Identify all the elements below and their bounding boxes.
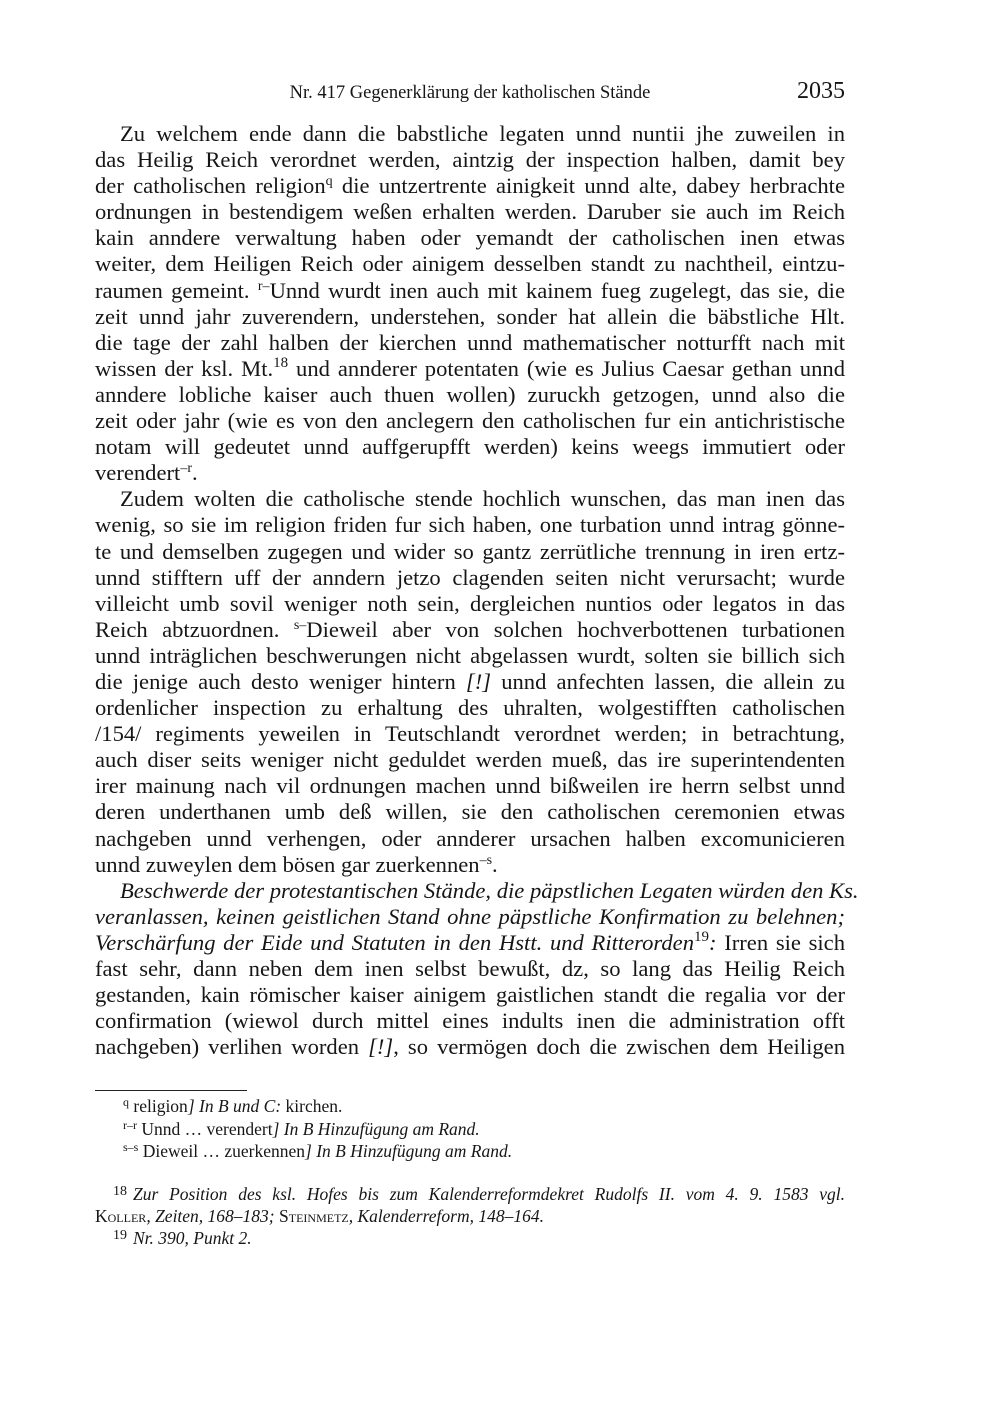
text-line: Zudem wolten die catholische stende hochlich wunschen, das man inen das [120,486,845,512]
text-line: wenig, so sie im religion friden fur sich haben, one turbation unnd intrag gönne- [95,512,845,538]
critical-apparatus [95,1095,845,1163]
footnote-19: $^{19}$ Nr. 390, Punkt 2. [113,1228,252,1248]
text-line: unnd stifftern uff der anndern jetzo clagenden seiten nicht verursacht; wurde [95,564,845,590]
text-line: zeit oder jahr (wie es von den anclegern den catholischen fur ein antichristische [95,408,845,434]
running-header [95,76,845,112]
text-line: ordenlicher inspection zu erhaltung des uhralten, wolgestifften catholischen [95,695,845,721]
text-line: gestanden, kain römischer kaiser ainigem gaistlichen standt die regalia vor der [95,982,845,1008]
apparatus-entry-q: $^q$ religion] In B und C: kirchen. [123,1095,343,1116]
footnote-18-cont: Koller, Zeiten, 168–183; Steinmetz, Kalenderreform, 148–164. [95,1206,544,1226]
text-line: unnd inträglichen beschwerungen nicht abgelassen wurdt, solten sie billich sich [95,642,845,668]
editorial-sic: [!] [368,1034,394,1060]
apparatus-marker-s-close[interactable]: –s [479,852,493,868]
apparatus-marker-r-open[interactable]: r– [257,278,270,294]
text-line: die tage der zahl halben der kierchen unnd mathematischer notturfft nach mit [95,329,845,355]
text-line: das Heilig Reich verordnet werden, aintzig der inspection halben, damit bey [95,147,845,173]
footnote-18: $^{18}$ Zur Position des ksl. Hofes bis zum Kalenderreformdekret Rudolfs II. vom 4. 9. 1583 vgl. [113,1184,845,1204]
text-line: veranlassen, keinen geistlichen Stand ohne päpstliche Konfirmation zu belehnen; [95,903,845,929]
text-line: fast sehr, dann neben dem inen selbst bewußt, dz, so lang das Heilig Reich [95,956,845,981]
text-line: Zu welchem ende dann die babstliche legaten unnd nuntii jhe zuweilen in [120,121,845,146]
footnote-separator [95,1090,247,1091]
text-line: wissen der ksl. Mt.$^{18}$ und annderer potentaten (wie es Julius Caesar gethan unnd [95,354,845,381]
text-line: der catholischen religion$^q$ die untzertrente ainigkeit unnd alte, dabey herbrachte [95,173,845,199]
apparatus-entry-r: $^{r-r}$ Unnd … verendert] In B Hinzufügung am Rand. [123,1117,480,1139]
footnote-ref-19[interactable]: 19 [694,928,710,945]
apparatus-marker-r-close[interactable]: –r [180,461,192,477]
text-line: villeicht umb sovil weniger noth sein, dergleichen nuntios oder legatos in das [95,590,845,616]
text-line: te und demselben zugegen und wider so gantz zerrütliche trennung in iren ertz- [95,538,845,564]
text-line: /154/ regiments yeweilen in Teutschlandt verordnet werden; in betrachtung, [95,721,845,747]
text-line: nachgeben) verlihen worden [!], so vermögen doch die zwischen dem Heiligen [95,1034,845,1060]
text-line: anndere lobliche kaiser auch thuen wollen) zuruckh getzogen, unnd also die [95,381,845,407]
text-line: Verschärfung der Eide und Statuten in den Hstt. und Ritterorden$^{19}$: Irren sie sich [95,928,845,955]
text-line: ordnungen in bestendigem weßen erhalten werden. Daruber sie auch im Reich [95,199,845,225]
text-line: irer mainung nach vil ordnungen machen unnd bißweilen ire herrn selbst unnd [95,773,845,799]
text-line: Reich abtzuordnen. $^{s-}$Dieweil aber von solchen hochverbottenen turbationen [95,616,845,642]
text-line: kain anndere verwaltung haben oder yemandt der catholischen inen etwas [95,225,845,251]
text-line: nachgeben unnd verhengen, oder annderer ursachen halben excomunicieren [95,825,845,851]
footnotes [95,1183,845,1249]
page-number: 2035 [797,78,845,104]
text-line: verendert$^{-r}$. [95,460,198,486]
running-title: Nr. 417 Gegenerklärung der katholischen Stände [289,83,651,103]
text-line: deren underthanen umb deß willen, sie den catholischen ceremonien etwas [95,799,845,825]
text-line: notam will gedeutet unnd auffgerupfft werden) keins weegs immutiert oder [95,434,845,460]
text-line: unnd zuweylen dem bösen gar zuerkennen$^{-s}$. [95,851,498,877]
text-line: zeit unnd jahr zuverendern, understehen, sonder hat allein die bäbstliche Hlt. [95,303,845,329]
text-line: weiter, dem Heiligen Reich oder ainigem desselben standt zu nachtheil, eintzu- [95,251,845,277]
apparatus-marker-q[interactable]: q [325,174,333,190]
apparatus-marker-s-open[interactable]: s– [293,617,307,633]
text-line: confirmation (wiewol durch mittel eines indults inen die administration offt [95,1008,845,1034]
footnote-ref-18[interactable]: 18 [273,354,289,371]
text-line: raumen gemeint. $^{r-}$Unnd wurdt inen auch mit kainem fueg zugelegt, das sie, die [95,277,845,303]
main-text [95,121,859,1060]
text-line: auch diser seits weniger nicht geduldet werden mueß, das ire superintendenten [95,747,845,773]
editorial-sic: [!] [465,668,492,694]
apparatus-entry-s: $^{s-s}$ Dieweil … zuerkennen] In B Hinzufügung am Rand. [123,1140,513,1161]
text-line: Beschwerde der protestantischen Stände, die päpstlichen Legaten würden den Ks. [120,877,859,903]
text-line: die jenige auch desto weniger hintern [!] unnd anfechten lassen, die allein zu [95,668,845,694]
